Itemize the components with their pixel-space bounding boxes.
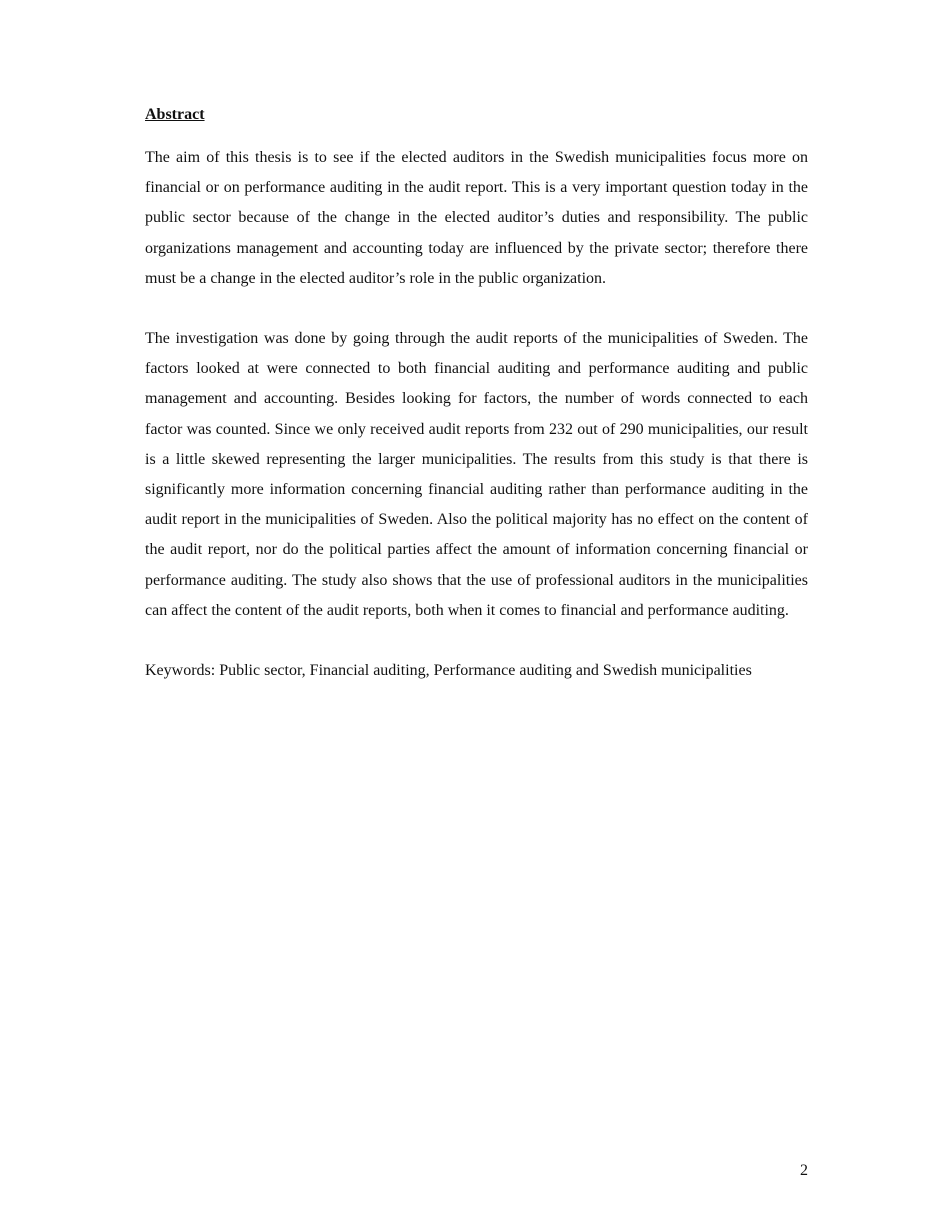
page-number: 2 — [800, 1162, 808, 1179]
abstract-paragraph-investigation: The investigation was done by going through the audit reports of the municipalities of Sweden. The factors looked at were connected to both financial auditing and performance auditing and public management and accounting. Besides looking for factors, the number of words connected to each factor was counted. Since we only received audit reports from 232 out of 290 municipalities, our result is a little skewed representing the larger municipalities. The results from this study is that there is significantly more information concerning financial auditing rather than performance auditing in the audit report in the municipalities of Sweden. Also the political majority has no effect on the content of the audit report, nor do the political parties affect the amount of information concerning financial or performance auditing. The study also shows that the use of professional auditors in the municipalities can affect the content of the audit reports, both when it comes to financial and performance auditing. — [145, 330, 808, 619]
keywords-paragraph: Keywords: Public sector, Financial auditing, Performance auditing and Swedish municipalities — [145, 662, 752, 680]
document-page — [145, 104, 808, 716]
abstract-paragraph-aim: The aim of this thesis is to see if the elected auditors in the Swedish municipalities focus more on financial or on performance auditing in the audit report. This is a very important question today in the public sector because of the change in the elected auditor’s duties and responsibility. The public organizations management and accounting today are influenced by the private sector; therefore there must be a change in the elected auditor’s role in the public organization. — [145, 149, 808, 287]
abstract-heading: Abstract — [145, 106, 205, 123]
